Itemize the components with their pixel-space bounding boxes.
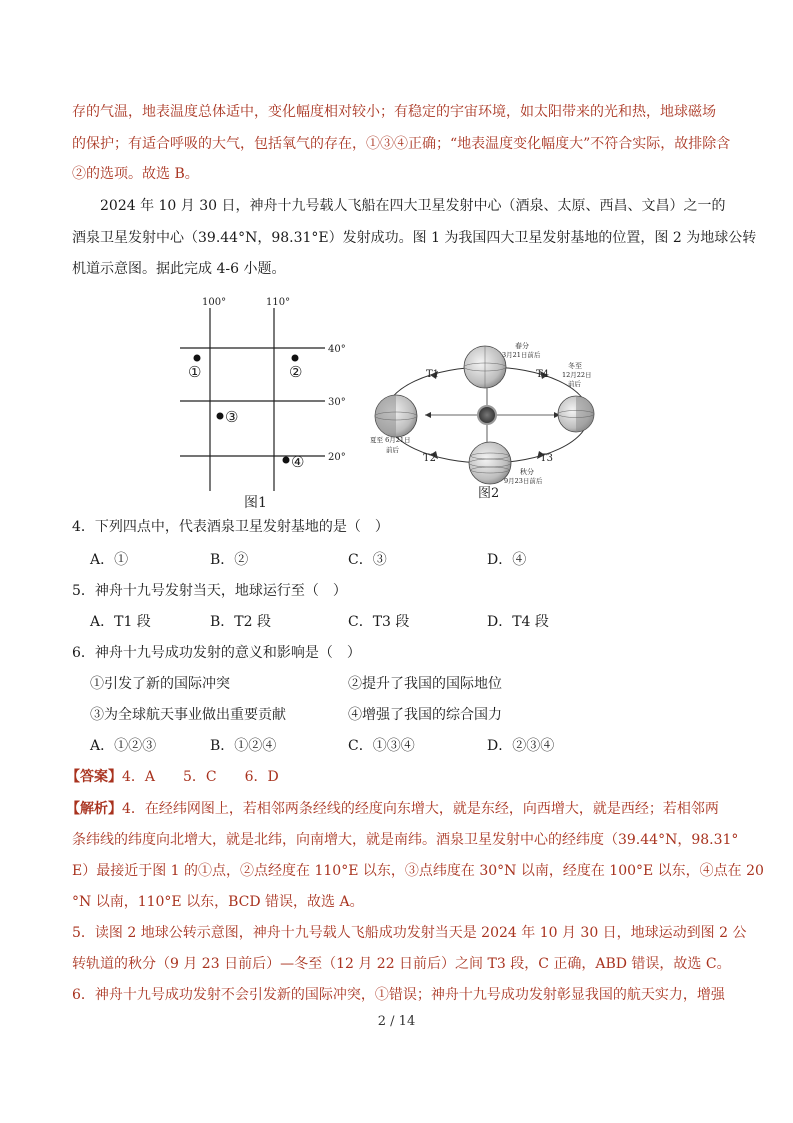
analysis-line-3: E）最接近于图 1 的①点，②点经度在 110°E 以东，③点纬度在 30°N 以南，经度在 100°E 以东，④点在 20 [72, 863, 764, 879]
autumn-date-label: 9月23日前后 [504, 477, 543, 485]
analysis-text-1: 4．在经纬网图上，若相邻两条经线的经度向东增大，就是东经，向西增大，就是西经；若相邻两 [122, 801, 719, 817]
segment-t4-label: T4 [536, 369, 550, 380]
analysis-line-7: 6．神舟十九号成功发射不会引发新的国际冲突，①错误；神舟十九号成功发射彰显我国的航天实力，增强 [72, 987, 725, 1003]
ray-arrow-icon [425, 412, 431, 418]
question-4-option-d: D．④ [487, 552, 527, 568]
intro-line-3: 机道示意图。据此完成 4-6 小题。 [72, 261, 286, 277]
point-2-dot [292, 355, 299, 362]
question-6-stem: 6．神舟十九号成功发射的意义和影响是（ ） [72, 645, 361, 661]
point-1-label: ① [188, 363, 202, 381]
point-4-label: ④ [291, 453, 305, 471]
question-6-statement-4: ④增强了我国的综合国力 [348, 707, 502, 723]
question-5-option-c: C．T3 段 [348, 614, 410, 630]
lon-label-110: 110° [266, 297, 291, 308]
answer-tag: 【答案】 [66, 769, 122, 785]
question-5-option-a: A．T1 段 [90, 614, 151, 630]
figure-2-caption: 图2 [478, 486, 500, 501]
earth-spring-icon [464, 346, 506, 388]
analysis-tag: 【解析】 [66, 801, 122, 817]
intro-line-2: 酒泉卫星发射中心（39.44°N，98.31°E）发射成功。图 1 为我国四大卫星发射基地的位置，图 2 为地球公转 [72, 230, 757, 246]
question-4-option-b: B．② [210, 552, 249, 568]
question-4-option-a: A．① [90, 552, 129, 568]
point-3-dot [217, 413, 224, 420]
lat-label-20: 20° [328, 452, 346, 463]
question-4-option-c: C．③ [348, 552, 387, 568]
prev-explanation-line-1: 存的气温，地表温度总体适中，变化幅度相对较小；有稳定的宇宙环境，如太阳带来的光和热，地球磁场 [72, 104, 716, 120]
question-4-stem: 4．下列四点中，代表酒泉卫星发射基地的是（ ） [72, 519, 389, 535]
question-6-statement-1: ①引发了新的国际冲突 [90, 676, 230, 692]
question-6-option-c: C．①③④ [348, 738, 415, 754]
point-2-label: ② [289, 363, 303, 381]
answer-text: 4．A 5．C 6．D [122, 769, 279, 785]
point-3-label: ③ [225, 408, 239, 426]
lat-label-40: 40° [328, 344, 346, 355]
summer-label: 夏至 6月21日 [370, 436, 411, 444]
segment-t2-label: T2 [423, 453, 437, 464]
prev-explanation-line-3: ②的选项。故选 B。 [72, 166, 199, 182]
point-1-dot [194, 355, 201, 362]
segment-t1-label: T1 [426, 369, 440, 380]
earth-winter-icon [558, 396, 594, 432]
analysis-line-6: 转轨道的秋分（9 月 23 日前后）—冬至（12 月 22 日前后）之间 T3 段，C 正确，ABD 错误，故选 C。 [72, 956, 731, 972]
question-6-statement-3: ③为全球航天事业做出重要贡献 [90, 707, 286, 723]
winter-label: 冬至 [568, 362, 582, 370]
question-5-option-d: D．T4 段 [487, 614, 549, 630]
spring-label: 春分 [515, 342, 529, 350]
point-4-dot [283, 457, 290, 464]
intro-line-1: 2024 年 10 月 30 日，神舟十九号载人飞船在四大卫星发射中心（酒泉、太原、西昌、文昌）之一的 [100, 198, 726, 214]
spring-date-label: 3月21日前后 [502, 351, 541, 359]
segment-t3-label: T3 [540, 453, 554, 464]
winter-date-label: 12月22日 [562, 371, 592, 379]
summer-around-label: 前后 [386, 446, 399, 454]
figure-2-orbit-diagram [370, 342, 600, 502]
lon-label-100: 100° [202, 297, 227, 308]
sun-icon [478, 406, 496, 424]
question-5-stem: 5．神舟十九号发射当天，地球运行至（ ） [72, 583, 347, 599]
analysis-line-4: °N 以南，110°E 以东，BCD 错误，故选 A。 [72, 894, 364, 910]
analysis-line-5: 5．读图 2 地球公转示意图，神舟十九号载人飞船成功发射当天是 2024 年 10 月 30 日，地球运动到图 2 公 [72, 925, 747, 941]
prev-explanation-line-2: 的保护；有适合呼吸的大气，包括氧气的存在，①③④正确；“地表温度变化幅度大”不符合实际，故排除含 [72, 136, 731, 152]
page-number: 2 / 14 [377, 1014, 416, 1029]
analysis-line-2: 条纬线的纬度向北增大，就是北纬，向南增大，就是南纬。酒泉卫星发射中心的经纬度（39.44°N，98.31° [72, 832, 739, 848]
figure-1-grid-map [160, 293, 360, 511]
figure-1-caption: 图1 [244, 495, 267, 511]
question-5-option-b: B．T2 段 [210, 614, 271, 630]
earth-summer-icon [375, 395, 417, 437]
question-6-option-a: A．①②③ [90, 738, 157, 754]
question-6-option-d: D．②③④ [487, 738, 555, 754]
question-6-option-b: B．①②④ [210, 738, 277, 754]
question-6-statement-2: ②提升了我国的国际地位 [348, 676, 502, 692]
analysis-line-1 [66, 799, 719, 819]
winter-around-label: 前后 [568, 380, 581, 388]
answer-line [66, 767, 279, 787]
lat-label-30: 30° [328, 397, 346, 408]
autumn-label: 秋分 [520, 468, 534, 476]
